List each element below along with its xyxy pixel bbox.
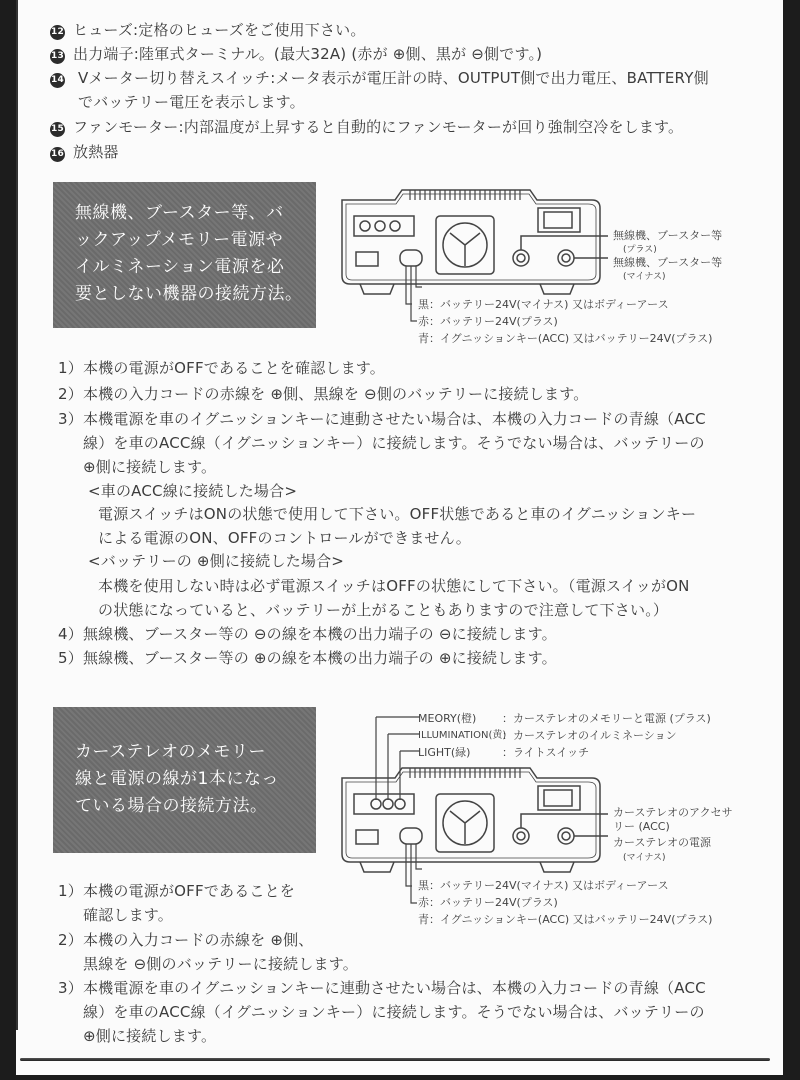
case-acc-heading: <車のACC線に接続した場合>	[88, 482, 298, 500]
light-wire-label: LIGHT(緑)	[418, 746, 471, 759]
step-1: 1）本機の電源がOFFであることを確認します。	[58, 359, 386, 377]
part-item-13: 13 出力端子:陸軍式ターミナル。(最大32A) (赤が ⊕側、黒が ⊖側です。)	[51, 45, 543, 63]
case-battery-text: 本機を使用しない時は必ず電源スイッチはOFFの状態にして下さい。（電源スイッがON	[98, 577, 690, 595]
step-1-cont: 確認します。	[83, 906, 174, 924]
number-badge: 15	[50, 122, 65, 137]
step-2-cont: 黒線を ⊖側のバッテリーに接続します。	[83, 955, 358, 973]
section1-title-box: 無線機、ブースター等、バ ックアップメモリー電源や イルミネーション電源を必 要としない機器の接続方法。	[53, 182, 316, 328]
part-item-16: 16 放熱器	[51, 143, 119, 161]
wire-red-label-2: 赤：バッテリー24V(プラス)	[418, 896, 558, 909]
memory-wire-label: MEORY(橙)	[418, 712, 477, 725]
wire-black-label-2: 黒：バッテリー24V(マイナス) 又はボディーアース	[418, 879, 669, 892]
illumination-wire-label: ILLUMINATION(黄)	[418, 730, 507, 741]
number-badge: 16	[50, 147, 65, 162]
wire-blue-label: 青：イグニッションキー(ACC) 又はバッテリー24V(プラス)	[418, 332, 713, 345]
step-3-cont: ⊕側に接続します。	[83, 1027, 217, 1045]
step-3-cont: 線）を車のACC線（イグニッションキー）に接続します。そうでない場合は、バッテリーの	[83, 434, 705, 452]
acc-label: カーステレオのアクセサ	[613, 806, 733, 819]
stereo-power-label: カーステレオの電源	[613, 836, 712, 849]
part-item-14: 14 Vメーター切り替えスイッチ:メータ表示が電圧計の時、OUTPUT側で出力電圧、BATTERY側	[51, 69, 709, 87]
case-battery-heading: <バッテリーの ⊕側に接続した場合>	[88, 552, 345, 570]
output-plus-label: 無線機、ブースター等	[613, 229, 723, 242]
step-4: 4）無線機、ブースター等の ⊖の線を本機の出力端子の ⊖に接続します。	[58, 625, 557, 643]
part-item-15: 15 ファンモーター:内部温度が上昇すると自動的にファンモーターが回り強制空冷をします。	[51, 118, 684, 136]
page-edge	[16, 0, 18, 1030]
step-3-cont: ⊕側に接続します。	[83, 458, 217, 476]
case-acc-text: 電源スイッチはONの状態で使用して下さい。OFF状態であると車のイグニッションキー	[98, 505, 697, 523]
number-badge: 12	[50, 25, 65, 40]
power-supply-rear-diagram	[330, 178, 630, 338]
case-acc-text: による電源のON、OFFのコントロールができません。	[98, 529, 471, 547]
bottom-divider	[20, 1058, 770, 1061]
wire-blue-label-2: 青：イグニッションキー(ACC) 又はバッテリー24V(プラス)	[418, 913, 713, 926]
step-2: 2）本機の入力コードの赤線を ⊕側、黒線を ⊖側のバッテリーに接続します。	[58, 385, 589, 403]
part-item-12: 12 ヒューズ:定格のヒューズをご使用下さい。	[51, 21, 366, 39]
step-3: 3）本機電源を車のイグニッションキーに連動させたい場合は、本機の入力コードの青線（ACC	[58, 979, 706, 997]
step-5: 5）無線機、ブースター等の ⊕の線を本機の出力端子の ⊕に接続します。	[58, 649, 557, 667]
section2-title-box: カーステレオのメモリー 線と電源の線が1本になっ ている場合の接続方法。	[53, 707, 316, 853]
number-badge: 14	[50, 73, 65, 88]
step-3-cont: 線）を車のACC線（イグニッションキー）に接続します。そうでない場合は、バッテリーの	[83, 1003, 705, 1021]
step-1: 1）本機の電源がOFFであることを	[58, 882, 296, 900]
wire-red-label: 赤：バッテリー24V(プラス)	[418, 315, 558, 328]
step-2: 2）本機の入力コードの赤線を ⊕側、	[58, 931, 314, 949]
case-battery-text: の状態になっていると、バッテリーが上がることもありますので注意して下さい。）	[98, 601, 669, 619]
output-minus-label: 無線機、ブースター等	[613, 256, 723, 269]
wire-black-label: 黒：バッテリー24V(マイナス) 又はボディーアース	[418, 298, 669, 311]
part-item-14-cont: でバッテリー電圧を表示します。	[78, 93, 305, 111]
number-badge: 13	[50, 49, 65, 64]
step-3: 3）本機電源を車のイグニッションキーに連動させたい場合は、本機の入力コードの青線（ACC	[58, 410, 706, 428]
